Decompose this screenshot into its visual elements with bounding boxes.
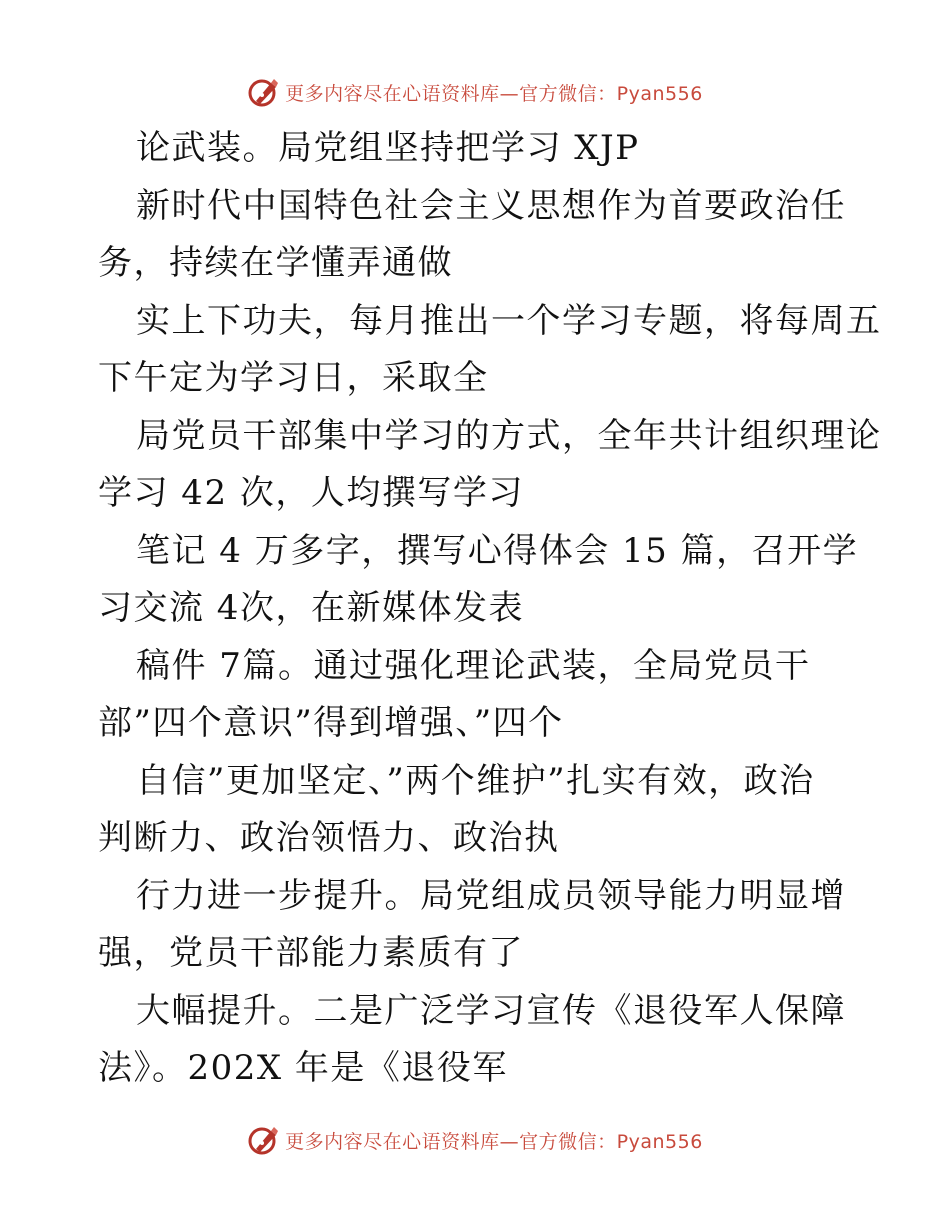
- footer-banner: [0, 1118, 950, 1162]
- text-line: 稿件 7篇。通过强化理论武装，全局党员干: [136, 645, 811, 686]
- text-line: 笔记 4 万多字，撰写心得体会 15 篇，召开学: [136, 530, 859, 571]
- header-banner-text: 更多内容尽在心语资料库—官方微信：Pyan556: [285, 82, 703, 105]
- pen-nib-logo-icon: [247, 75, 281, 109]
- text-line: 学习 42 次，人均撰写学习: [98, 473, 524, 513]
- text-line: 判断力、政治领悟力、政治执: [98, 818, 560, 858]
- text-line: 论武装。局党组坚持把学习 XJP: [136, 128, 640, 168]
- text-line: 新时代中国特色社会主义思想作为首要政治任: [136, 185, 846, 226]
- text-line: 自信”更加坚定、”两个维护”扎实有效，政治: [136, 760, 815, 801]
- text-line: 习交流 4次，在新媒体发表: [98, 588, 524, 628]
- pen-nib-logo-icon: [247, 1123, 281, 1157]
- text-line: 大幅提升。二是广泛学习宣传《退役军人保障: [136, 990, 846, 1031]
- text-line: 行力进一步提升。局党组成员领导能力明显增: [136, 875, 846, 916]
- text-line: 强，党员干部能力素质有了: [98, 933, 524, 973]
- text-line: 实上下功夫，每月推出一个学习专题，将每周五: [136, 300, 882, 341]
- text-line: 部”四个意识”得到增强、”四个: [98, 703, 564, 743]
- text-line: 法》。202X 年是《退役军: [98, 1048, 508, 1088]
- footer-banner-text: 更多内容尽在心语资料库—官方微信：Pyan556: [285, 1130, 703, 1153]
- text-line: 下午定为学习日，采取全: [98, 358, 489, 398]
- header-banner: [0, 70, 950, 114]
- text-line: 务，持续在学懂弄通做: [98, 243, 453, 283]
- document-body: [98, 120, 882, 1098]
- text-line: 局党员干部集中学习的方式，全年共计组织理论: [136, 415, 882, 456]
